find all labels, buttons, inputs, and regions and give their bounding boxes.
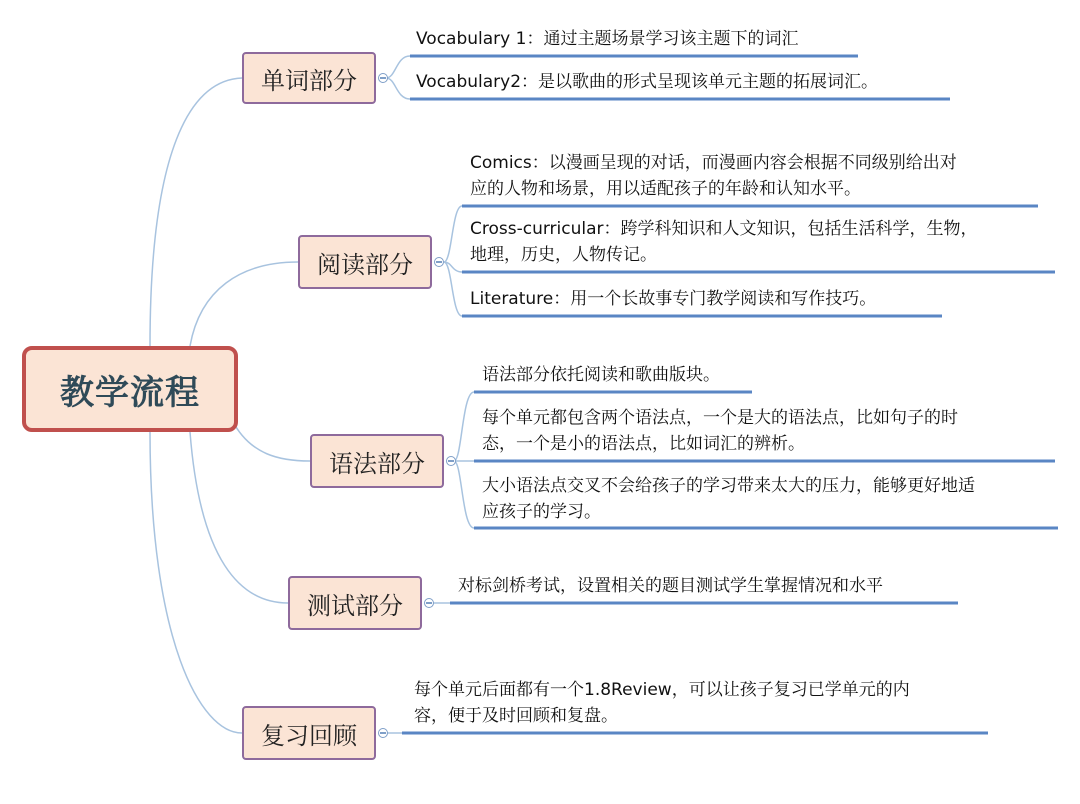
leaf-reading-literature: Literature：用一个长故事专门教学阅读和写作技巧。 — [470, 289, 877, 309]
leaf-test-1: 对标剑桥考试，设置相关的题目测试学生掌握情况和水平 — [458, 576, 883, 596]
leaf-grammar-2 — [482, 405, 958, 457]
leaf-vocabulary-1: Vocabulary 1：通过主题场景学习该主题下的词汇 — [416, 29, 799, 49]
leaf-vocabulary-2: Vocabulary2：是以歌曲的形式呈现该单元主题的拓展词汇。 — [416, 72, 879, 92]
connector-root-reading — [190, 262, 298, 346]
leaf-line: 态，一个是小的语法点，比如词汇的辨析。 — [482, 434, 805, 454]
connector-root-grammar — [232, 420, 310, 461]
connector-root-test — [190, 432, 288, 603]
leaf-grammar-3 — [482, 473, 975, 525]
collapse-toggle-icon[interactable] — [424, 598, 434, 608]
root-node[interactable]: 教学流程 — [22, 346, 238, 432]
leaf-line: 大小语法点交叉不会给孩子的学习带来太大的压力，能够更好地适 — [482, 476, 975, 496]
leaf-line: 容，便于及时回顾和复盘。 — [414, 706, 618, 726]
leaf-reading-comics — [470, 150, 957, 202]
leaf-line: 每个单元后面都有一个1.8Review，可以让孩子复习已学单元的内 — [414, 680, 910, 700]
leaf-line: 应孩子的学习。 — [482, 502, 601, 522]
leaf-grammar-1: 语法部分依托阅读和歌曲版块。 — [482, 365, 720, 385]
leaf-line: 每个单元都包含两个语法点，一个是大的语法点，比如句子的时 — [482, 408, 958, 428]
collapse-toggle-icon[interactable] — [378, 728, 388, 738]
leaf-line: 地理，历史，人物传记。 — [470, 245, 657, 265]
branch-vocabulary[interactable]: 单词部分 — [242, 52, 376, 104]
collapse-toggle-icon[interactable] — [446, 456, 456, 466]
collapse-toggle-icon[interactable] — [378, 73, 388, 83]
leaf-line: 应的人物和场景，用以适配孩子的年龄和认知水平。 — [470, 179, 861, 199]
collapse-toggle-icon[interactable] — [434, 257, 444, 267]
connector-root-vocab — [150, 78, 242, 346]
leaf-line: Comics：以漫画呈现的对话，而漫画内容会根据不同级别给出对 — [470, 153, 957, 173]
branch-test[interactable]: 测试部分 — [288, 576, 422, 630]
branch-grammar[interactable]: 语法部分 — [310, 434, 444, 488]
leaf-reading-cross-curricular — [470, 216, 978, 268]
leaf-review-1 — [414, 677, 910, 729]
branch-reading[interactable]: 阅读部分 — [298, 235, 432, 289]
branch-review[interactable]: 复习回顾 — [242, 706, 376, 760]
leaf-line: Cross-curricular：跨学科知识和人文知识，包括生活科学，生物， — [470, 219, 978, 239]
